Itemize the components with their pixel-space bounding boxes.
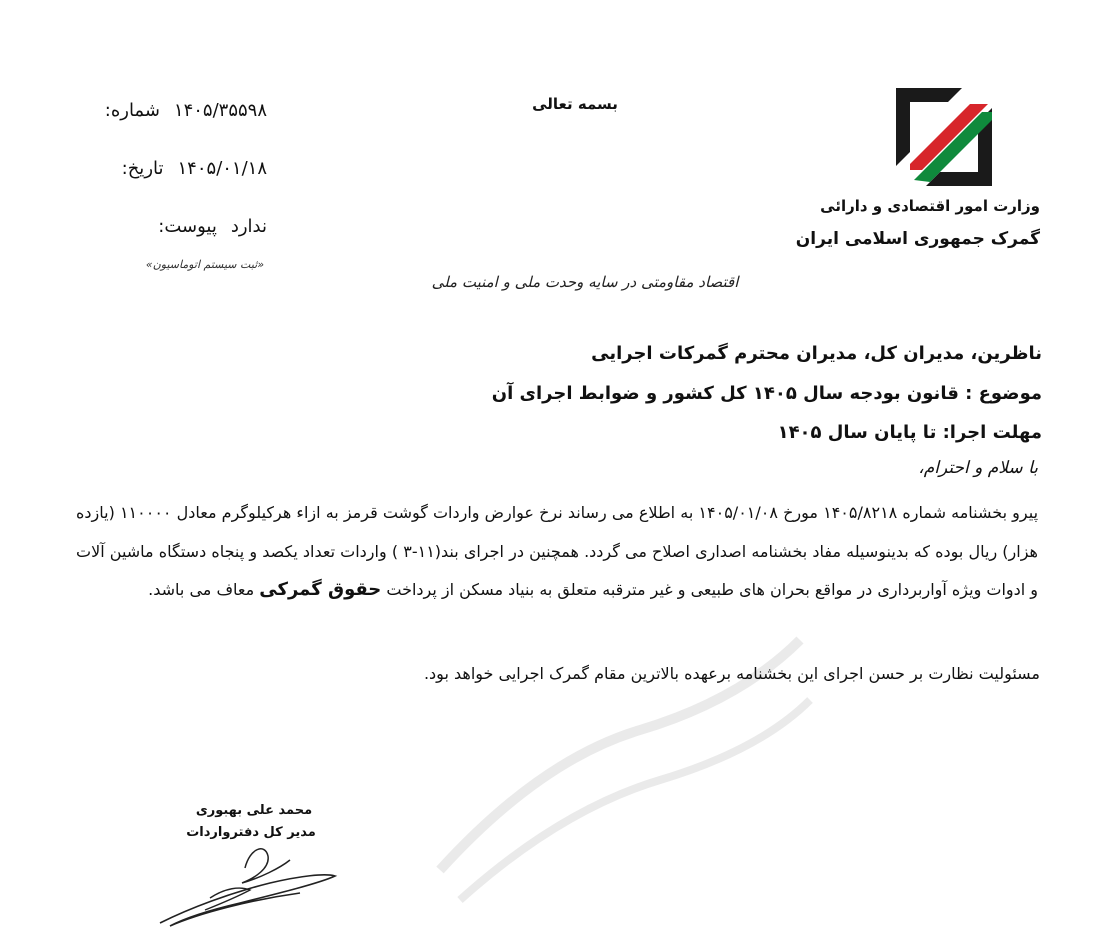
letter-number-label: شماره: — [104, 100, 160, 121]
attachment-row — [158, 216, 267, 237]
letter-body — [76, 494, 1038, 610]
signer-name: محمد علی بهبوری — [195, 803, 313, 818]
attachment-value: ندارد — [230, 216, 267, 237]
letter-number-row — [105, 100, 267, 121]
body-emphasis: حقوق گمرکی — [259, 579, 382, 600]
watermark-pattern-icon — [420, 610, 820, 910]
customs-emblem-icon — [892, 84, 996, 190]
letter-number-value: ۱۴۰۵/۳۵۵۹۸ — [173, 100, 267, 121]
subject-line: موضوع : قانون بودجه سال ۱۴۰۵ کل کشور و ضوابط اجرای آن — [491, 383, 1042, 404]
responsibility-note: مسئولیت نظارت بر حسن اجرای این بخشنامه برعهده بالاترین مقام گمرک اجرایی خواهد بود. — [423, 664, 1040, 683]
slogan: اقتصاد مقاومتی در سایه وحدت ملی و امنیت ملی — [431, 273, 739, 291]
recipient-line: ناظرین، مدیران کل، مدیران محترم گمرکات اجرایی — [591, 343, 1042, 364]
invocation-heading: بسمه تعالی — [532, 95, 618, 113]
organization-name: گمرک جمهوری اسلامی ایران — [795, 229, 1040, 249]
handwritten-signature-icon — [150, 838, 350, 933]
ministry-name: وزارت امور اقتصادی و دارائی — [820, 197, 1040, 215]
letter-date-row — [122, 158, 267, 179]
body-text-part2: معاف می باشد. — [148, 580, 255, 599]
greeting-line: با سلام و احترام، — [918, 458, 1038, 478]
signer-title: مدیر کل دفترواردات — [186, 825, 316, 840]
automation-note: «ثبت سیستم اتوماسیون» — [145, 258, 264, 271]
deadline-line: مهلت اجرا: تا پایان سال ۱۴۰۵ — [777, 422, 1042, 443]
attachment-label: پیوست: — [158, 216, 217, 237]
letter-date-label: تاریخ: — [121, 158, 164, 179]
letter-date-value: ۱۴۰۵/۰۱/۱۸ — [177, 158, 267, 179]
body-text-part1: پیرو بخشنامه شماره ۱۴۰۵/۸۲۱۸ مورخ ۱۴۰۵/۰۱/۰۸ به اطلاع می رساند نرخ عوارض واردات گوشت قرمز به ازاء هرکیلوگرم معادل ۱۱۰۰۰۰ (یازده هزار) ریال بوده که بدینوسیله مفاد بخشنامه اصداری اصلاح می گردد. همچنین در اجرای بند(۱۱-۳ ) واردات تعداد یکصد و پنجاه دستگاه ماشین آلات و ادوات ویژه آواربرداری در مواقع بحران های طبیعی و غیر مترقبه متعلق به بنیاد مسکن از پرداخت — [76, 503, 1039, 599]
